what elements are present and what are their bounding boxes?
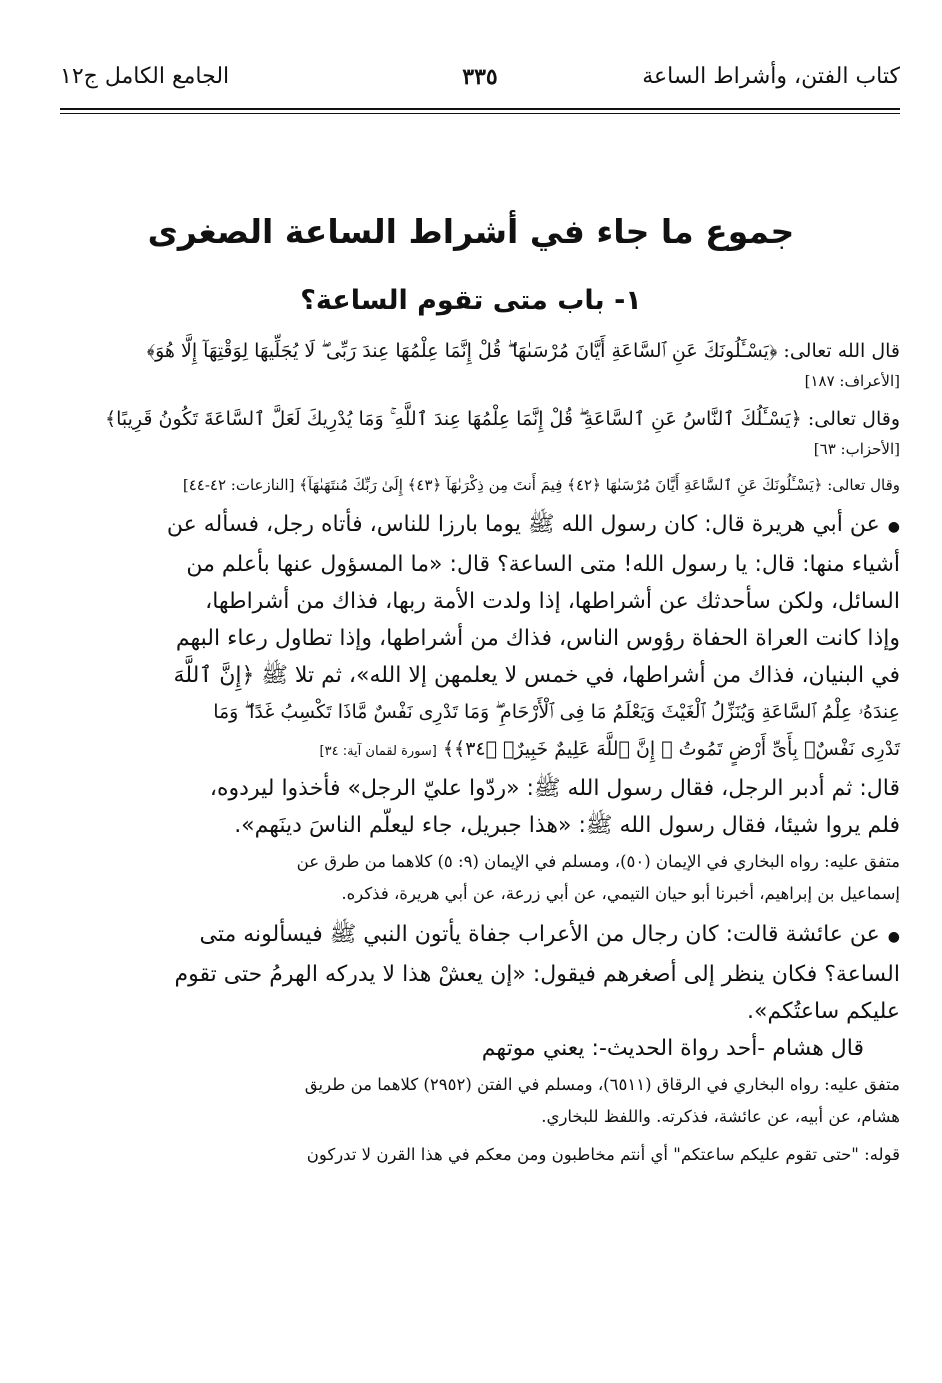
- hadith-1-line: ●عن أبي هريرة قال: كان رسول الله ﷺ يوما بارزا للناس، فأتاه رجل، فسأله عن: [166, 512, 900, 537]
- verse-2-ref: [الأحزاب: ٦٣]: [813, 440, 900, 458]
- takhrij-line: متفق عليه: رواه البخاري في الإيمان (٥٠)، ومسلم في الإيمان (٩: ٥) كلاهما من طرق عن: [296, 852, 900, 871]
- verse-3-ref: [النازعات: ٤٢-٤٤]: [182, 476, 295, 494]
- header-chapter-title: كتاب الفتن، وأشراط الساعة: [642, 64, 900, 89]
- hadith-1-line: فلم يروا شيئا، فقال رسول الله ﷺ: «هذا جبريل، جاء ليعلّم الناسَ دينَهم».: [234, 813, 900, 838]
- verse-2-intro: وقال تعالى:: [807, 408, 900, 430]
- surah-ref: [سورة لقمان آية: ٣٤]: [319, 744, 437, 759]
- verse-2-text: ﴿يَسْـَٔلُكَ ٱلنَّاسُ عَنِ ٱلسَّاعَةِ ۖ قُلْ إِنَّمَا عِلْمُهَا عِندَ ٱللَّهِ ۚ وَمَا يُدْرِيكَ لَعَلَّ ٱلسَّاعَةَ تَكُونُ قَرِيبًا﴾: [104, 408, 802, 430]
- hadith-1-line: السائل، ولكن سأحدثك عن أشراطها، إذا ولدت الأمة ربها، فذاك من أشراطها،: [205, 589, 900, 614]
- verse-3: [46, 470, 900, 500]
- hadith-1-line: قال: ثم أدبر الرجل، فقال رسول الله ﷺ: «ردّوا عليّ الرجل» فأخذوا ليردوه،: [209, 776, 900, 801]
- bullet-icon: ●: [887, 519, 900, 535]
- verse-1-ref: [الأعراف: ١٨٧]: [804, 372, 900, 390]
- commentary: قوله: "حتى تقوم عليكم ساعتكم" أي أنتم مخاطبون ومن معكم في هذا القرن لا تدركون: [306, 1145, 900, 1164]
- hadith-2: [46, 916, 900, 1067]
- page-body: [46, 334, 900, 1177]
- hadith-1-line: وإذا كانت العراة الحفاة رؤوس الناس، فذاك من أشراطها، وإذا تطاول رعاء البهم: [175, 626, 900, 651]
- hadith-1-line: أشياء منها: قال: يا رسول الله! متى الساعة؟ قال: «ما المسؤول عنها بأعلم من: [186, 552, 900, 577]
- takhrij-2: [46, 1069, 900, 1133]
- hadith-1-line: في البنيان، فذاك من أشراطها، في خمس لا يعلمهن إلا الله»، ثم تلا ﷺ ﴿إِنَّ ٱللَّهَ: [173, 663, 900, 688]
- verse-2: [46, 402, 900, 436]
- hadith-2-line: ●عن عائشة قالت: كان رجال من الأعراب جفاة يأتون النبي ﷺ فيسألونه متى: [199, 922, 900, 947]
- section-title: جموع ما جاء في أشراط الساعة الصغرى: [147, 212, 795, 251]
- hadith-1: [46, 506, 900, 844]
- verse-3-text: ﴿يَسْـَٔلُونَكَ عَنِ ٱلسَّاعَةِ أَيَّانَ مُرْسَىٰهَا ﴿٤٢﴾ فِيمَ أَنتَ مِن ذِكْرَىٰهَآ ﴿٤٣﴾ إِلَىٰ رَبِّكَ مُنتَهَىٰهَآ﴾: [299, 476, 823, 494]
- takhrij-line: إسماعيل بن إبراهيم، أخبرنا أبو حيان التيمي، عن أبي زرعة، عن أبي هريرة، فذكره.: [341, 884, 900, 903]
- takhrij-line: متفق عليه: رواه البخاري في الرقاق (٦٥١١)، ومسلم في الفتن (٢٩٥٢) كلاهما من طريق: [304, 1075, 900, 1094]
- hadith-2-line: الساعة؟ فكان ينظر إلى أصغرهم فيقول: «إن يعشْ هذا لا يدركه الهرمُ حتى تقوم: [174, 962, 900, 987]
- page-header: [60, 58, 900, 114]
- bullet-icon: ●: [887, 929, 900, 945]
- hisham-line: قال هشام -أحد رواة الحديث-: يعني موتهم: [481, 1036, 864, 1061]
- header-rule-thick: [60, 108, 900, 110]
- hadith-1-line: عِندَهُۥ عِلْمُ ٱلسَّاعَةِ وَيُنَزِّلُ ٱلْغَيْثَ وَيَعْلَمُ مَا فِى ٱلْأَرْحَامِ ۖ وَمَا تَدْرِى نَفْسٌ مَّاذَا تَكْسِبُ غَدًا ۖ وَمَا: [213, 701, 900, 723]
- takhrij-1: [46, 846, 900, 910]
- header-book-title: الجامع الكامل ج١٢: [60, 64, 230, 89]
- verse-1-intro: قال الله تعالى:: [783, 340, 900, 362]
- page-number: ٣٣٥: [462, 64, 498, 90]
- chapter-heading: ١- باب متى تقوم الساعة؟: [300, 285, 642, 316]
- verse-3-intro: وقال تعالى:: [827, 476, 900, 494]
- header-rule-thin: [60, 113, 900, 114]
- takhrij-line: هشام، عن أبيه، عن عائشة، فذكرته. واللفظ للبخاري.: [541, 1107, 900, 1126]
- hadith-1-line: تَدْرِى نَفْسٌۢ بِأَىِّ أَرْضٍ تَمُوتُ ۚ إِنَّ ٱللَّهَ عَلِيمٌ خَبِيرٌۢ ﴿٣٤﴾﴾ [سورة لقمان آية: ٣٤]: [319, 738, 900, 760]
- verse-1: [46, 334, 900, 368]
- verse-1-text: ﴿يَسْـَٔلُونَكَ عَنِ ٱلسَّاعَةِ أَيَّانَ مُرْسَىٰهَا ۖ قُلْ إِنَّمَا عِلْمُهَا عِندَ رَبِّى ۖ لَا يُجَلِّيهَا لِوَقْتِهَآ إِلَّا هُوَ﴾: [146, 340, 778, 362]
- hadith-2-line: عليكم ساعتُكم».: [747, 999, 900, 1024]
